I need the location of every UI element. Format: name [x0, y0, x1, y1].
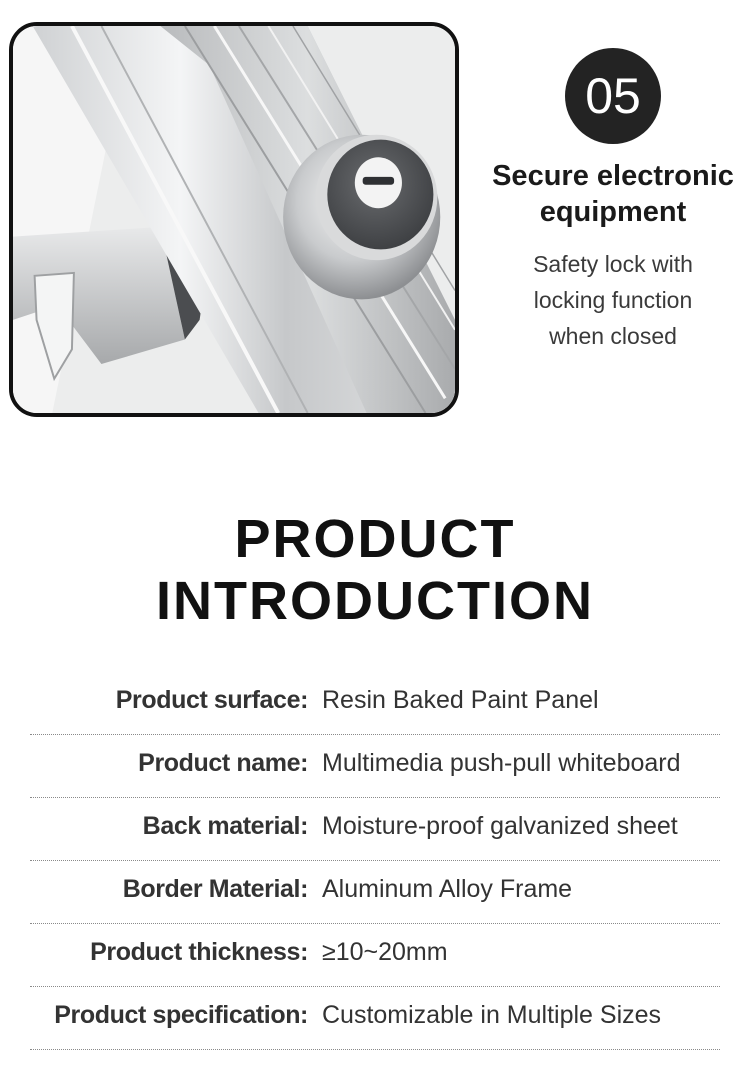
feature-title-line: equipment [539, 196, 687, 228]
lock-closeup-photo [9, 22, 459, 417]
spec-label: Product thickness: [90, 938, 308, 966]
spec-label: Product surface: [115, 686, 308, 714]
feature-description-line: when closed [549, 323, 677, 349]
spec-row [30, 861, 720, 924]
feature-description [478, 246, 748, 354]
lock-illustration [13, 26, 455, 413]
feature-description-line: locking function [533, 287, 693, 313]
spec-row [30, 798, 720, 861]
section-title [0, 508, 750, 632]
spec-value: Moisture-proof galvanized sheet [322, 812, 678, 840]
spec-row [30, 987, 720, 1050]
spec-value: Customizable in Multiple Sizes [322, 1001, 662, 1029]
feature-title [478, 158, 748, 230]
feature-description-line: Safety lock with [533, 251, 693, 277]
spec-row [30, 672, 720, 735]
spec-value: Aluminum Alloy Frame [322, 875, 573, 903]
spec-label: Back material: [142, 812, 308, 840]
section-title-line: PRODUCT [234, 509, 516, 569]
spec-table [30, 672, 720, 1050]
spec-label: Product name: [138, 749, 308, 777]
spec-value: ≥10~20mm [322, 938, 448, 966]
feature-title-line: Secure electronic [492, 160, 734, 192]
spec-value: Multimedia push-pull whiteboard [322, 749, 681, 777]
spec-row [30, 735, 720, 798]
feature-number-badge: 05 [565, 48, 661, 144]
spec-value: Resin Baked Paint Panel [322, 686, 599, 714]
section-title-line: INTRODUCTION [156, 571, 594, 631]
spec-row [30, 924, 720, 987]
spec-label: Border Material: [122, 875, 308, 903]
feature-callout [478, 40, 748, 354]
spec-label: Product specification: [54, 1001, 308, 1029]
